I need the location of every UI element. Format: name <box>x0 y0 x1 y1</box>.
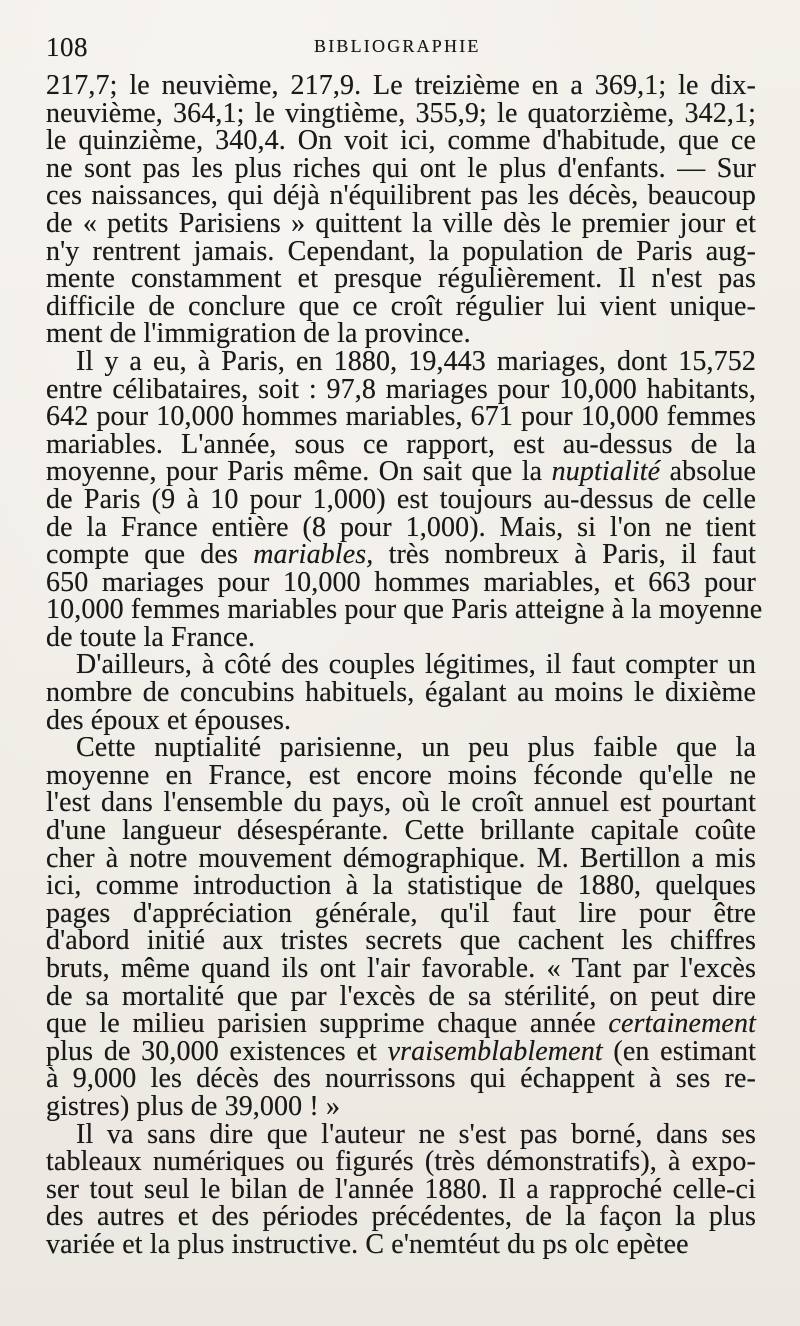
text-segment: de la France entière (8 pour 1,000). Mais, si l'on ne tient <box>46 511 756 543</box>
text-line <box>46 1228 756 1260</box>
text-segment: n'y rentrent jamais. Cependant, la population de Paris aug- <box>46 235 756 267</box>
text-segment: le quinzième, 340,4. On voit ici, comme d'habitude, que ce <box>46 125 756 157</box>
text-segment: ne sont pas les plus riches qui ont le plus d'enfants. — Sur <box>46 152 756 184</box>
text-segment: Il va sans dire que l'auteur ne s'est pas borné, dans ses <box>76 1118 756 1150</box>
text-segment: des autres et des périodes précédentes, de la façon la plus <box>46 1201 756 1233</box>
text-segment: ces naissances, qui déjà n'équilibrent pas les décès, beaucoup <box>46 180 756 212</box>
text-segment: très nombreux à Paris, il faut <box>373 539 757 571</box>
text-line <box>46 897 756 929</box>
running-title: BIBLIOGRAPHIE <box>314 36 481 56</box>
text-line <box>46 345 756 377</box>
text-segment: moyenne, pour Paris même. On sait que la <box>46 456 552 488</box>
text-line <box>46 1035 756 1067</box>
text-segment: de Paris (9 à 10 pour 1,000) est toujours au-dessus de celle <box>46 483 756 515</box>
text-line <box>46 541 756 569</box>
text-line <box>46 704 756 736</box>
text-line <box>46 789 756 817</box>
text-segment: de sa mortalité que par l'excès de sa stérilité, on peut dire <box>46 980 756 1012</box>
text-line <box>46 1173 756 1205</box>
text-line <box>46 458 756 486</box>
text-line <box>46 483 756 515</box>
text-segment: compte que des <box>46 539 254 571</box>
text-line <box>46 72 756 100</box>
italic-text: mariables, <box>253 539 374 571</box>
text-line <box>46 621 756 653</box>
text-line <box>46 511 756 543</box>
text-line <box>46 1203 756 1231</box>
running-head <box>46 20 756 60</box>
text-line <box>46 927 756 955</box>
text-segment: à 9,000 les décès des nourrissons qui échappent à ses re- <box>46 1063 756 1095</box>
paragraph <box>46 345 763 653</box>
text-segment: D'ailleurs, à côté des couples légitimes, il faut compter un <box>76 649 756 681</box>
text-line <box>46 320 756 348</box>
text-line <box>46 265 756 293</box>
text-segment: pages d'appréciation générale, qu'il faut lire pour être <box>46 897 756 929</box>
text-segment: cher à notre mouvement démographique. M. Bertillon a mis <box>46 842 756 874</box>
text-line <box>46 97 756 129</box>
italic-text: vraisemblablement <box>387 1035 603 1067</box>
text-segment: (en estimant <box>602 1035 756 1067</box>
text-segment: 650 mariages pour 10,000 hommes mariables, et 663 pour <box>46 566 756 598</box>
body-text <box>46 70 763 1260</box>
text-line <box>46 651 756 679</box>
text-line <box>46 1118 756 1150</box>
paragraph <box>46 651 756 734</box>
text-segment: des époux et épouses. <box>46 704 292 736</box>
text-segment: tableaux numériques ou figurés (très démonstratifs), à expo- <box>46 1146 756 1178</box>
text-line <box>46 182 756 210</box>
text-line <box>46 594 763 626</box>
text-segment: Cette nuptialité parisienne, un peu plus faible que la <box>76 732 756 764</box>
text-segment: d'une langueur désespérante. Cette brillante capitale coûte <box>46 815 756 847</box>
text-segment: entre célibataires, soit : 97,8 mariages pour 10,000 habitants, <box>46 373 756 405</box>
text-line <box>46 734 756 762</box>
paragraph <box>46 72 756 348</box>
text-segment: l'est dans l'ensemble du pays, où le croît annuel est pourtant <box>46 787 756 819</box>
italic-text: nuptialité <box>551 456 661 488</box>
text-segment: moyenne en France, est encore moins féconde qu'elle ne <box>46 759 756 791</box>
text-line <box>46 955 756 983</box>
text-segment: d'abord initié aux tristes secrets que cachent les chiffres <box>46 925 756 957</box>
text-line <box>46 759 756 791</box>
text-line <box>46 817 756 845</box>
text-segment: 642 pour 10,000 hommes mariables, 671 pour 10,000 femmes <box>46 401 756 433</box>
paragraph <box>46 1118 756 1260</box>
text-line <box>46 1090 756 1122</box>
text-segment: 10,000 femmes mariables pour que Paris atteigne à la moyenne <box>46 594 763 626</box>
text-segment: plus de 30,000 existences et <box>46 1035 388 1067</box>
text-segment: 217,7; le neuvième, 217,9. Le treizième en a 369,1; le dix- <box>46 70 756 101</box>
text-segment: difficile de conclure que ce croît régulier lui vient unique- <box>46 290 756 322</box>
text-segment: ser tout seul le bilan de l'année 1880. Il a rapproché celle-ci <box>46 1173 756 1205</box>
text-line <box>46 207 756 239</box>
text-line <box>46 373 756 405</box>
text-segment: que le milieu parisien supprime chaque année <box>46 1008 609 1040</box>
text-line <box>46 152 756 184</box>
text-line <box>46 566 756 598</box>
text-line <box>46 980 756 1012</box>
text-line <box>46 1010 756 1038</box>
page-number: 108 <box>46 32 88 62</box>
text-segment: variée et la plus instructive. C e'nemtéut du ps olc epètee <box>46 1228 689 1260</box>
text-line <box>46 428 756 460</box>
text-segment: de toute la France. <box>46 621 256 653</box>
text-segment: Il y a eu, à Paris, en 1880, 19,443 mariages, dont 15,752 <box>76 345 756 377</box>
text-segment: de « petits Parisiens » quittent la ville dès le premier jour et <box>46 207 756 239</box>
text-line <box>46 127 756 155</box>
text-segment: nombre de concubins habituels, égalant au moins le dixième <box>46 677 756 709</box>
text-segment: mente constamment et presque régulièrement. Il n'est pas <box>46 263 756 295</box>
text-line <box>46 842 756 874</box>
text-segment: bruts, même quand ils ont l'air favorable. « Tant par l'excès <box>46 953 756 984</box>
text-segment: absolue <box>660 456 757 488</box>
text-segment: ment de l'immigration de la province. <box>46 318 471 350</box>
text-line <box>46 679 756 707</box>
text-line <box>46 403 756 431</box>
italic-text: certainement <box>608 1008 756 1040</box>
text-line <box>46 1065 756 1093</box>
paragraph <box>46 734 756 1120</box>
text-line <box>46 235 756 267</box>
text-line <box>46 872 756 900</box>
text-segment: neuvième, 364,1; le vingtième, 355,9; le quatorzième, 342,1; <box>46 97 756 129</box>
text-line <box>46 1148 756 1176</box>
text-segment: ici, comme introduction à la statistique de 1880, quelques <box>46 870 756 902</box>
text-segment: mariables. L'année, sous ce rapport, est au-dessus de la <box>46 428 756 460</box>
text-line <box>46 290 756 322</box>
text-segment: gistres) plus de 39,000 ! » <box>46 1090 341 1122</box>
